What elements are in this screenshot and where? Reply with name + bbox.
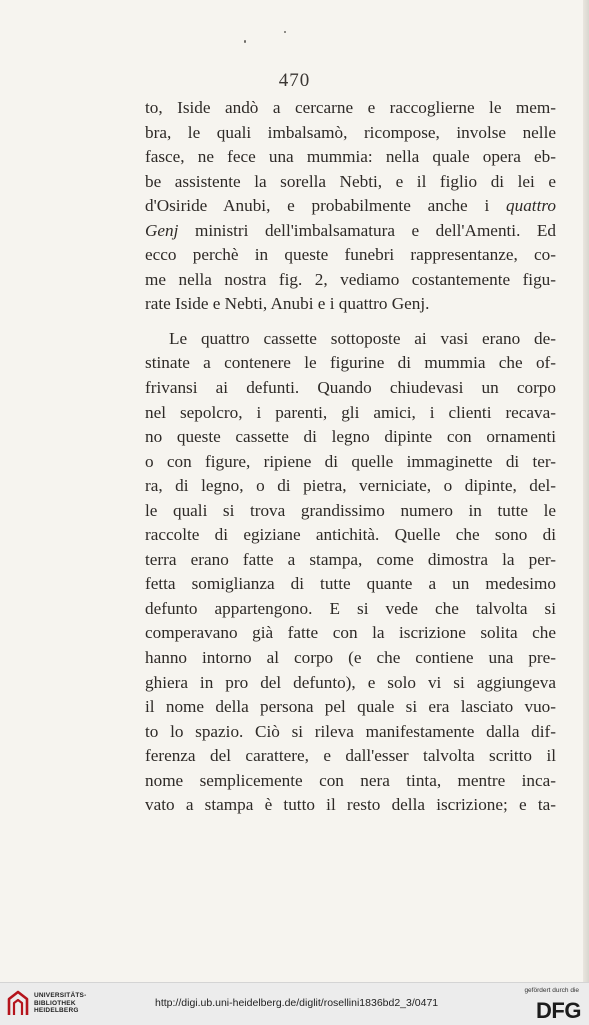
text-line xyxy=(145,219,556,244)
text-line: frivansi ai defunti. Quando chiudevasi un corpo xyxy=(145,378,556,398)
paper-speck xyxy=(284,31,286,33)
text-line: ferenza del carattere, e dall'esser talvolta scritto il xyxy=(145,746,556,766)
text-line: fasce, ne fece una mummia: nella quale opera eb- xyxy=(145,147,556,167)
text-line: vato a stampa è tutto il resto della iscrizione; e ta- xyxy=(145,795,556,815)
text-line: to lo spazio. Ciò si rileva manifestamente dalla dif- xyxy=(145,721,556,741)
text-line: ecco perchè in queste funebri rappresentanze, co- xyxy=(145,245,556,265)
text-line: ra, di legno, o di pietra, verniciate, o dipinte, del- xyxy=(145,476,556,496)
paper-speck xyxy=(244,40,246,43)
text-span: ministri dell'imbalsamatura e dell'Amenti. Ed xyxy=(178,220,556,240)
body-text xyxy=(145,96,556,818)
library-name-line: BIBLIOTHEK xyxy=(34,999,76,1007)
university-library-logo-icon[interactable] xyxy=(6,989,30,1017)
italic-word: quattro xyxy=(506,196,556,216)
text-line: o con figure, ripiene di quelle immaginette di ter- xyxy=(145,451,556,471)
paragraph-gap xyxy=(145,317,556,327)
text-line: le quali si trova grandissimo numero in tutte le xyxy=(145,500,556,520)
text-line: nome semplicemente con nera tinta, mentre inca- xyxy=(145,770,556,790)
text-line: Le quattro cassette sottoposte ai vasi erano de- xyxy=(169,328,556,348)
text-line xyxy=(145,194,556,219)
text-line: defunto appartengono. E si vede che talvolta si xyxy=(145,598,556,618)
text-line: raccolte di egiziane antichità. Quelle che sono di xyxy=(145,525,556,545)
text-line: bra, le quali imbalsamò, ricompose, involse nelle xyxy=(145,122,556,142)
source-url-link[interactable]: http://digi.ub.uni-heidelberg.de/diglit/rosellini1836bd2_3/0471 xyxy=(155,997,439,1009)
text-line: no queste cassette di legno dipinte con ornamenti xyxy=(145,427,556,447)
library-name-line: UNIVERSITÄTS- xyxy=(34,992,87,999)
text-line: hanno intorno al corpo (e che contiene una pre- xyxy=(145,648,556,668)
text-line: fetta somiglianza di tutte quante a un medesimo xyxy=(145,574,556,594)
text-line: il nome della persona pel quale si era lasciato vuo- xyxy=(145,697,556,717)
text-line: stinate a contenere le figurine di mummia che of- xyxy=(145,353,556,373)
text-line: be assistente la sorella Nebti, e il figlio di lei e xyxy=(145,171,556,191)
library-name[interactable] xyxy=(34,992,86,1015)
page-number: 470 xyxy=(278,70,311,91)
text-line: to, Iside andò a cercarne e raccoglierne le mem- xyxy=(145,98,556,117)
library-name-line: HEIDELBERG xyxy=(34,1007,79,1014)
italic-word: Genj xyxy=(145,220,179,240)
text-line: rate Iside e Nebti, Anubi e i quattro Genj. xyxy=(145,294,430,314)
text-span: d'Osiride Anubi, e probabilmente anche i xyxy=(145,196,507,216)
funded-by-label: gefördert durch die xyxy=(524,987,579,994)
page-edge xyxy=(583,0,589,982)
text-line: terra erano fatte a stampa, come dimostra la per- xyxy=(145,549,556,569)
footer-bar xyxy=(0,982,589,1025)
dfg-logo[interactable]: DFG xyxy=(536,998,581,1023)
text-line: comperavano già fatte con la iscrizione solita che xyxy=(145,623,556,643)
text-line: ghiera in pro del defunto), e solo vi si aggiungeva xyxy=(145,672,556,692)
text-line: nel sepolcro, i parenti, gli amici, i clienti recava- xyxy=(145,402,556,422)
text-line: me nella nostra fig. 2, vediamo costantemente figu- xyxy=(145,269,556,289)
